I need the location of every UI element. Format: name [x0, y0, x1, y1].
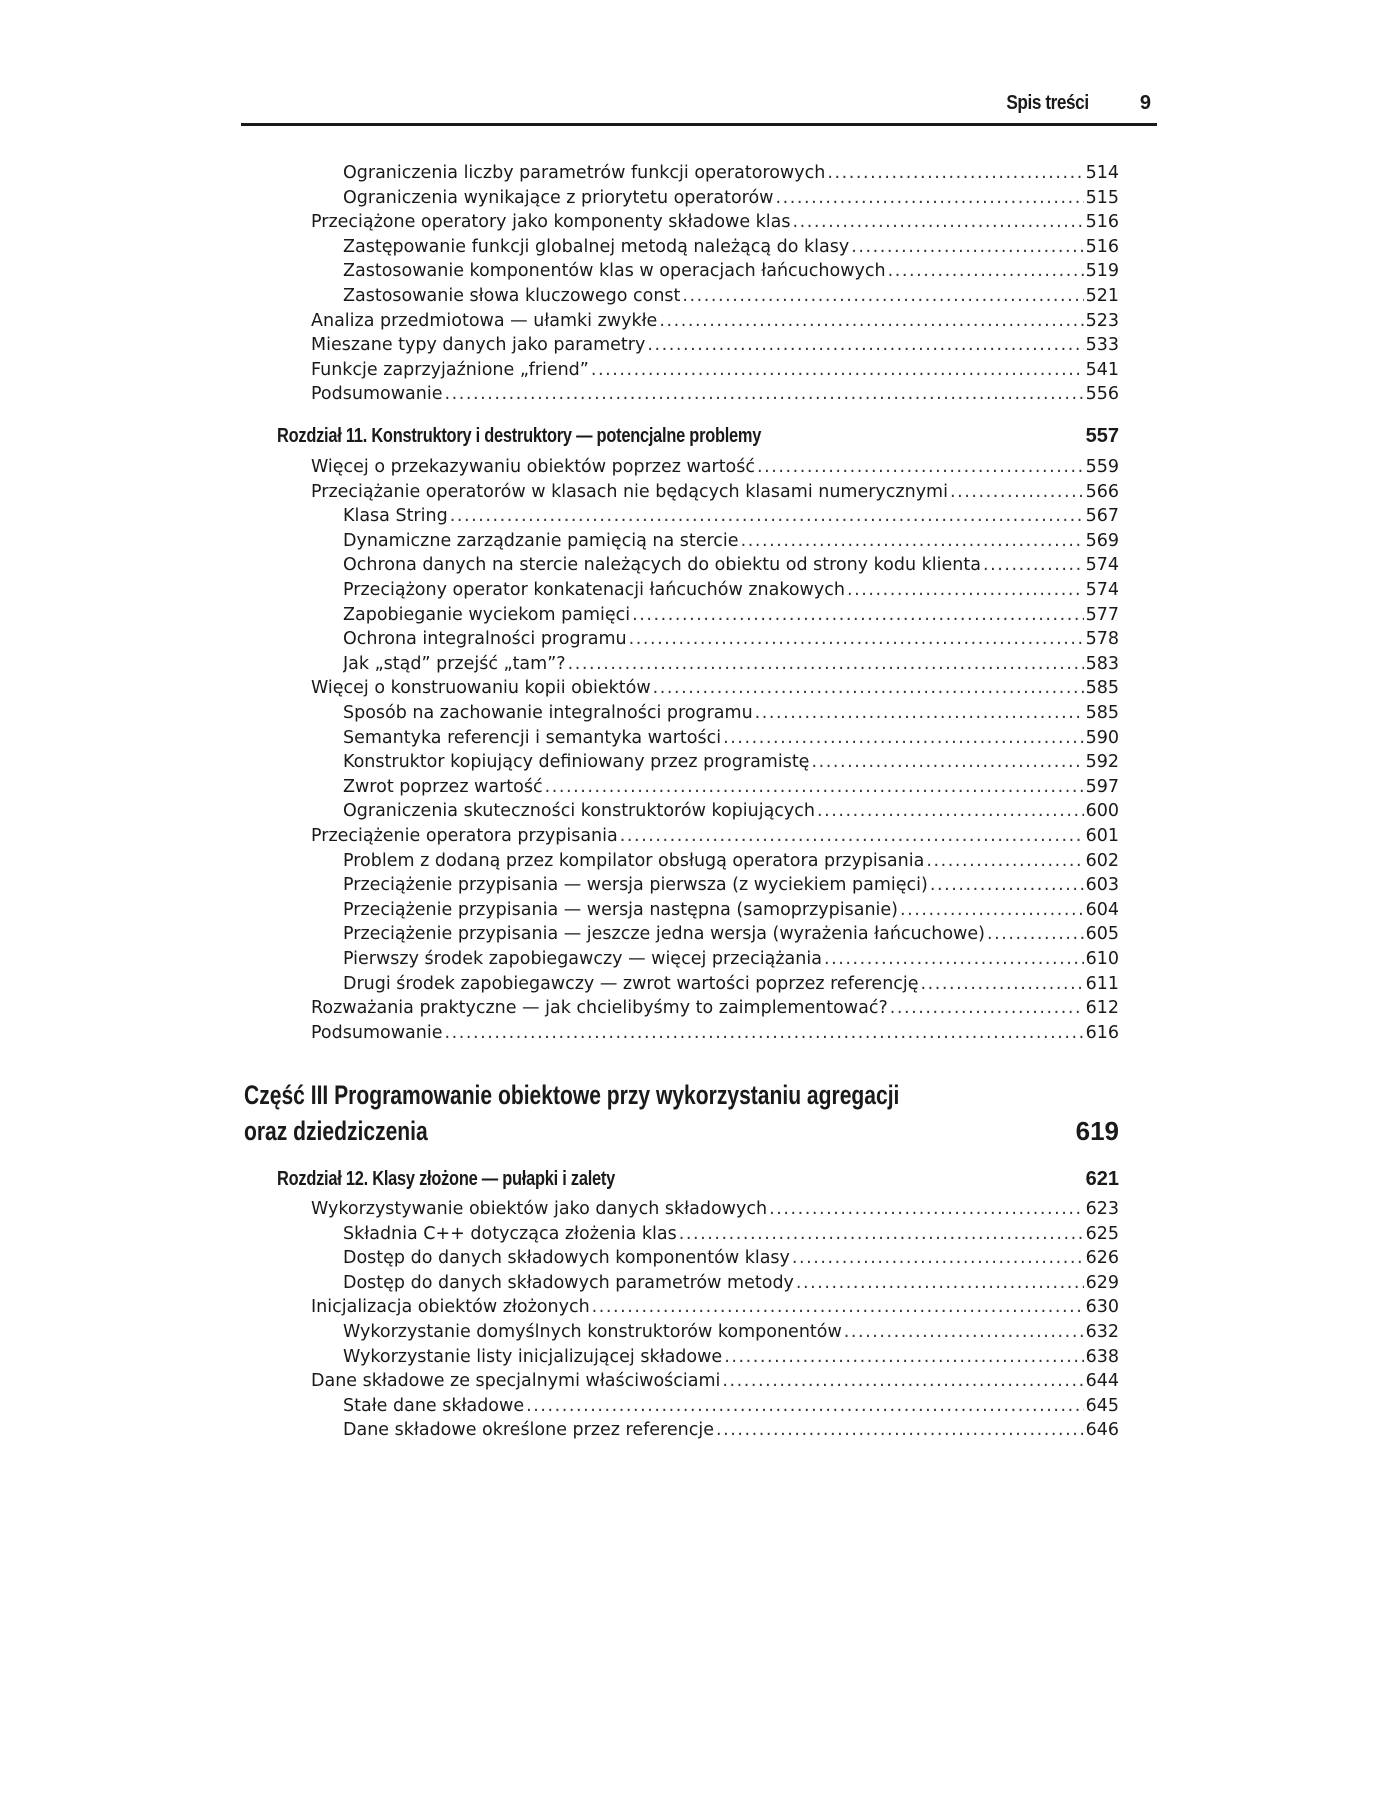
toc-entry-title: Zastosowanie słowa kluczowego const: [343, 286, 681, 306]
toc-leader-dots: [792, 1246, 1084, 1270]
toc-entry: [311, 1369, 1119, 1393]
toc-entry-page: 566: [1085, 481, 1119, 502]
toc-entry-title: Podsumowanie: [311, 1022, 443, 1043]
toc-entry: [343, 652, 1119, 676]
toc-leader-dots: [769, 1197, 1084, 1221]
toc-leader-dots: [545, 775, 1084, 799]
toc-entry-page: 632: [1085, 1322, 1119, 1342]
toc-entry-page: 630: [1085, 1297, 1119, 1318]
toc-leader-dots: [444, 1021, 1083, 1045]
toc-entry-page: 519: [1085, 261, 1119, 282]
toc-leader-dots: [921, 972, 1084, 996]
toc-entry-page: 521: [1085, 286, 1119, 306]
toc-leader-dots: [716, 1418, 1084, 1442]
toc-entry-title: Jak „stąd” przejść „tam”?: [343, 653, 566, 674]
toc-entry: [343, 701, 1119, 725]
chapter-title: Rozdział 12. Klasy złożone — pułapki i zalety: [277, 1168, 615, 1190]
toc-leader-dots: [844, 1320, 1084, 1344]
toc-leader-dots: [755, 701, 1084, 725]
toc-leader-dots: [632, 603, 1083, 627]
toc-entry-page: 523: [1085, 310, 1119, 331]
toc-entry-title: Klasa String: [343, 506, 448, 527]
toc-leader-dots: [757, 455, 1084, 479]
toc-entry-title: Zapobieganie wyciekom pamięci: [343, 604, 631, 625]
toc-leader-dots: [724, 1345, 1083, 1369]
toc-entry: [343, 750, 1119, 774]
toc-entry-title: Stałe dane składowe: [343, 1395, 525, 1416]
toc-entry-page: 626: [1085, 1248, 1119, 1269]
toc-entry-page: 574: [1085, 555, 1119, 576]
toc-entry-title: Funkcje zaprzyjaźnione „friend”: [311, 359, 589, 380]
toc-entry-page: 611: [1085, 973, 1119, 994]
toc-entry-page: 541: [1085, 359, 1119, 380]
toc-leader-dots: [888, 259, 1084, 283]
toc-leader-dots: [723, 726, 1084, 750]
toc-entry: [311, 480, 1119, 504]
chapter-12-heading: [277, 1166, 1119, 1192]
toc-leader-dots: [827, 161, 1083, 185]
toc-entry-page: 616: [1085, 1022, 1119, 1043]
toc-entry-title: Wykorzystanie listy inicjalizującej składowe: [343, 1346, 723, 1367]
toc-entry: [343, 1320, 1119, 1344]
toc-leader-dots: [629, 627, 1084, 651]
toc-entry-page: 590: [1085, 727, 1119, 748]
toc-entry: [311, 309, 1119, 333]
toc-entry-title: Problem z dodaną przez kompilator obsługą operatora przypisania: [343, 850, 925, 871]
toc-leader-dots: [647, 333, 1083, 357]
toc-entry: [343, 775, 1119, 799]
toc-entry-page: 516: [1085, 212, 1119, 233]
toc-entry-page: 625: [1085, 1223, 1119, 1244]
toc-entry-title: Rozważania praktyczne — jak chcielibyśmy to zaimplementować?: [311, 998, 888, 1019]
toc-leader-dots: [900, 898, 1084, 922]
part-page: 619: [1075, 1116, 1119, 1146]
toc-entry-title: Więcej o konstruowaniu kopii obiektów: [311, 678, 651, 699]
toc-entry-page: 623: [1085, 1199, 1119, 1219]
toc-entry-page: 602: [1085, 850, 1119, 871]
toc-entry-title: Przeciążenie operatora przypisania: [311, 826, 618, 846]
toc-entry-page: 567: [1085, 506, 1119, 527]
toc-entry: [343, 873, 1119, 897]
toc-leader-dots: [847, 578, 1084, 602]
toc-entry-page: 556: [1085, 384, 1119, 405]
toc-entry: [343, 529, 1119, 553]
toc-entry-page: 577: [1085, 604, 1119, 625]
toc-entry: [343, 947, 1119, 971]
toc-entry-page: 583: [1085, 653, 1119, 674]
toc-entry-page: 574: [1085, 580, 1119, 600]
toc-entry-title: Konstruktor kopiujący definiowany przez programistę: [343, 752, 810, 773]
toc-entry: [343, 186, 1119, 210]
toc-entry: [343, 235, 1119, 259]
toc-entry-title: Podsumowanie: [311, 384, 443, 405]
toc-entry-page: 516: [1085, 236, 1119, 257]
toc-entry-page: 569: [1085, 530, 1119, 551]
toc-entry-title: Dostęp do danych składowych komponentów klasy: [343, 1248, 790, 1269]
toc-entry: [343, 161, 1119, 185]
toc-leader-dots: [592, 1295, 1084, 1319]
toc-entry-page: 629: [1085, 1272, 1119, 1293]
toc-entry: [343, 1394, 1119, 1418]
toc-entry: [343, 898, 1119, 922]
toc-entry-title: Sposób na zachowanie integralności programu: [343, 703, 753, 723]
part-title-line-1: Część III Programowanie obiektowe przy wykorzystaniu agregacji: [244, 1080, 900, 1110]
toc-entry: [343, 553, 1119, 577]
toc-entry: [311, 1197, 1119, 1221]
toc-entry-title: Analiza przedmiotowa — ułamki zwykłe: [311, 310, 658, 331]
toc-leader-dots: [653, 676, 1084, 700]
toc-leader-dots: [811, 750, 1083, 774]
toc-entry: [343, 1222, 1119, 1246]
toc-entry: [311, 996, 1119, 1020]
toc-entry-title: Semantyka referencji i semantyka wartości: [343, 727, 722, 748]
chapter-page: 621: [1085, 1168, 1119, 1190]
toc-entry-page: 585: [1085, 703, 1119, 723]
chapter-title: Rozdział 11. Konstruktory i destruktory — potencjalne problemy: [277, 425, 762, 447]
toc-entry: [311, 455, 1119, 479]
toc-entry-page: 612: [1085, 998, 1119, 1019]
toc-leader-dots: [793, 210, 1084, 234]
toc-leader-dots: [796, 1271, 1084, 1295]
toc-entry-page: 644: [1085, 1371, 1119, 1392]
toc-entry-page: 515: [1085, 187, 1119, 208]
toc-entry: [343, 1271, 1119, 1295]
toc-leader-dots: [890, 996, 1084, 1020]
toc-entry-title: Inicjalizacja obiektów złożonych: [311, 1297, 590, 1318]
toc-entry: [311, 358, 1119, 382]
toc-entry-page: 585: [1085, 678, 1119, 699]
toc-entry-title: Przeciążenie przypisania — wersja pierwsza (z wyciekiem pamięci): [343, 875, 928, 896]
toc-entry-title: Dane składowe określone przez referencje: [343, 1420, 714, 1441]
toc-entry-title: Ograniczenia wynikające z priorytetu operatorów: [343, 187, 774, 208]
toc-entry: [311, 333, 1119, 357]
toc-entry-page: 592: [1085, 752, 1119, 773]
chapter-page: 557: [1085, 425, 1119, 447]
toc-entry-page: 559: [1085, 457, 1119, 477]
toc-entry: [311, 676, 1119, 700]
toc-entry: [343, 259, 1119, 283]
toc-leader-dots: [926, 849, 1083, 873]
toc-leader-dots: [659, 309, 1083, 333]
toc-entry: [311, 824, 1119, 848]
toc-entry: [311, 382, 1119, 406]
toc-leader-dots: [851, 235, 1083, 259]
toc-entry: [343, 799, 1119, 823]
toc-entry: [343, 627, 1119, 651]
toc-leader-dots: [444, 382, 1083, 406]
toc-entry-page: 600: [1085, 801, 1119, 822]
toc-leader-dots: [450, 504, 1084, 528]
toc-entry-title: Dane składowe ze specjalnymi właściwościami: [311, 1371, 721, 1392]
toc-entry-page: 604: [1085, 899, 1119, 920]
chapter-11-heading: [277, 423, 1119, 449]
toc-entry-title: Przeciążenie przypisania — wersja następna (samoprzypisanie): [343, 899, 899, 920]
toc-entry: [311, 1295, 1119, 1319]
toc-entry-title: Dynamiczne zarządzanie pamięcią na stercie: [343, 530, 739, 551]
toc-leader-dots: [679, 1222, 1084, 1246]
toc-entry-page: 603: [1085, 875, 1119, 896]
toc-entry-title: Dostęp do danych składowych parametrów metody: [343, 1272, 794, 1293]
toc-entry-page: 645: [1085, 1395, 1119, 1416]
toc-leader-dots: [983, 553, 1084, 577]
toc-leader-dots: [824, 947, 1084, 971]
toc-entry: [311, 210, 1119, 234]
part-title-line-2: oraz dziedziczenia: [244, 1116, 428, 1146]
toc-leader-dots: [950, 480, 1084, 504]
toc-entry-title: Przeciążony operator konkatenacji łańcuchów znakowych: [343, 580, 845, 600]
toc-entry-page: 601: [1085, 826, 1119, 846]
toc-entry: [343, 922, 1119, 946]
toc-entry-page: 638: [1085, 1346, 1119, 1367]
toc-leader-dots: [987, 922, 1084, 946]
toc-entry: [343, 1418, 1119, 1442]
toc-leader-dots: [741, 529, 1084, 553]
toc-leader-dots: [776, 186, 1084, 210]
toc-entry-title: Więcej o przekazywaniu obiektów poprzez wartość: [311, 457, 756, 477]
toc-leader-dots: [568, 652, 1084, 676]
toc-entry-title: Zwrot poprzez wartość: [343, 776, 543, 797]
running-title: Spis treści: [1006, 92, 1089, 114]
toc-entry-title: Przeciążone operatory jako komponenty składowe klas: [311, 212, 791, 233]
toc-entry: [343, 284, 1119, 308]
toc-entry-title: Przeciążenie przypisania — jeszcze jedna wersja (wyrażenia łańcuchowe): [343, 924, 985, 945]
toc-entry-title: Ograniczenia liczby parametrów funkcji operatorowych: [343, 163, 826, 183]
toc-leader-dots: [930, 873, 1084, 897]
toc-entry: [343, 578, 1119, 602]
toc-entry-title: Pierwszy środek zapobiegawczy — więcej przeciążania: [343, 949, 822, 969]
toc-entry: [311, 1021, 1119, 1045]
toc-entry-page: 610: [1085, 949, 1119, 969]
toc-entry-page: 514: [1085, 163, 1119, 183]
toc-entry: [343, 726, 1119, 750]
toc-entry-page: 605: [1085, 924, 1119, 945]
toc-entry-title: Wykorzystywanie obiektów jako danych składowych: [311, 1199, 768, 1219]
page-number: 9: [1139, 92, 1151, 114]
toc-entry: [343, 1246, 1119, 1270]
toc-entry-title: Przeciążanie operatorów w klasach nie będących klasami numerycznymi: [311, 481, 948, 502]
toc-leader-dots: [817, 799, 1084, 823]
toc-entry-title: Zastępowanie funkcji globalnej metodą należącą do klasy: [343, 236, 850, 257]
toc-entry: [343, 849, 1119, 873]
toc-leader-dots: [682, 284, 1083, 308]
toc-leader-dots: [591, 358, 1084, 382]
toc-entry-page: 578: [1085, 629, 1119, 650]
toc-entry-title: Drugi środek zapobiegawczy — zwrot wartości poprzez referencję: [343, 973, 919, 994]
part-3-heading: [244, 1077, 1119, 1149]
toc-entry: [343, 603, 1119, 627]
toc-entry-title: Ochrona integralności programu: [343, 629, 627, 650]
toc-entry-title: Ochrona danych na stercie należących do obiektu od strony kodu klienta: [343, 555, 981, 576]
toc-entry-title: Wykorzystanie domyślnych konstruktorów komponentów: [343, 1322, 842, 1342]
toc-entry-page: 646: [1085, 1420, 1119, 1441]
toc-leader-dots: [526, 1394, 1084, 1418]
toc-entry-page: 533: [1085, 335, 1119, 356]
toc-entry-title: Zastosowanie komponentów klas w operacjach łańcuchowych: [343, 261, 886, 282]
toc-entry-title: Składnia C++ dotycząca złożenia klas: [343, 1223, 677, 1244]
toc-leader-dots: [620, 824, 1084, 848]
toc-entry-title: Mieszane typy danych jako parametry: [311, 335, 646, 356]
toc-leader-dots: [722, 1369, 1083, 1393]
toc-entry-title: Ograniczenia skuteczności konstruktorów kopiujących: [343, 801, 815, 822]
toc-entry: [343, 1345, 1119, 1369]
toc-entry: [343, 504, 1119, 528]
toc-entry: [343, 972, 1119, 996]
toc-entry-page: 597: [1085, 776, 1119, 797]
page-header: [241, 88, 1157, 126]
